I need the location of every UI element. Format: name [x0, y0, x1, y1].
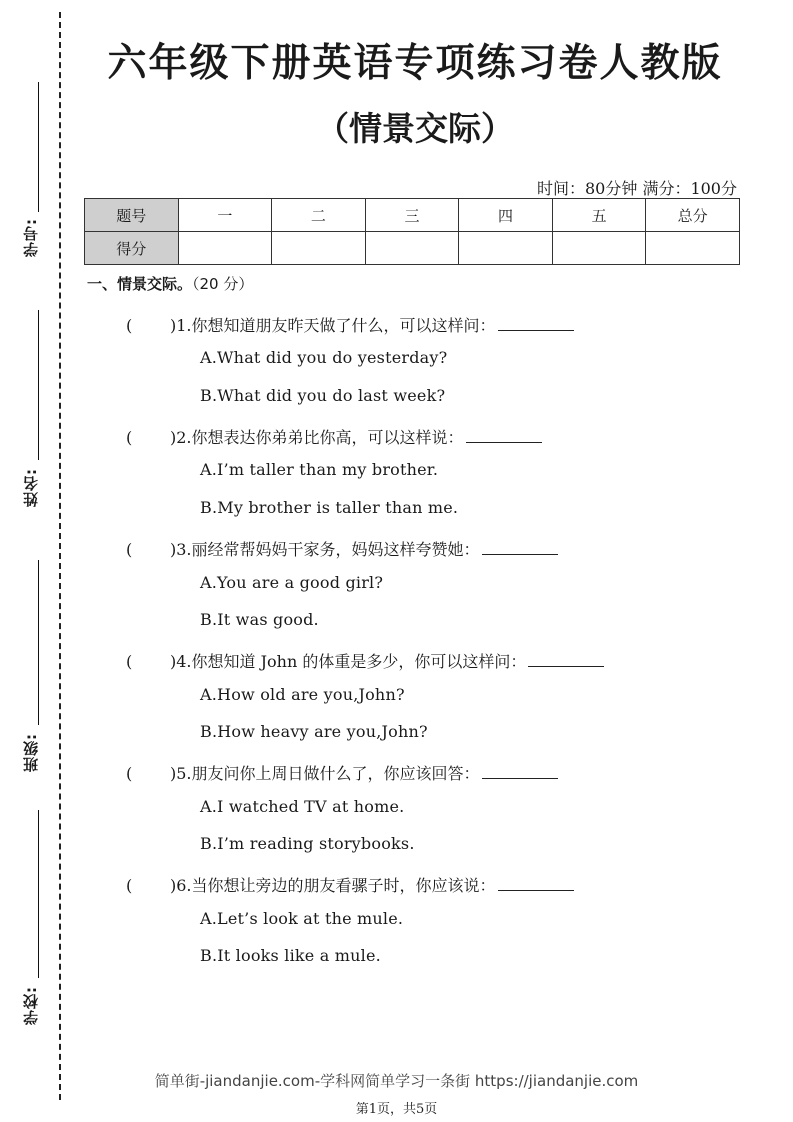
score-table-cell: 题号: [85, 199, 179, 232]
option-b: B.It looks like a mule.: [200, 946, 381, 965]
class-label: 班级:: [22, 733, 40, 772]
score-input-cell[interactable]: [459, 232, 553, 265]
answer-blank[interactable]: [498, 316, 574, 331]
name-label: 姓名:: [22, 468, 40, 507]
answer-paren[interactable]: (: [126, 540, 133, 559]
option-a: A.How old are you,John?: [200, 685, 405, 704]
section-title: [87, 273, 253, 294]
question-1: [126, 313, 574, 336]
score-table-cell: 三: [365, 199, 459, 232]
option-a: A.What did you do yesterday?: [200, 348, 448, 367]
option-a: A.I’m taller than my brother.: [200, 460, 439, 479]
question-text: )1.你想知道朋友昨天做了什么，可以这样问：: [170, 316, 496, 335]
answer-blank[interactable]: [482, 540, 558, 555]
time-and-score-info: 时间：80分钟 满分：100分: [537, 179, 737, 198]
name-line: [38, 310, 39, 460]
score-table-cell: 一: [178, 199, 272, 232]
option-b: B.What did you do last week?: [200, 386, 446, 405]
score-table-header-row: [85, 199, 740, 232]
score-table: [84, 198, 740, 265]
answer-paren[interactable]: (: [126, 316, 133, 335]
question-text: )2.你想表达你弟弟比你高，可以这样说：: [170, 428, 464, 447]
score-table-cell: 二: [272, 199, 366, 232]
school-line: [38, 810, 39, 978]
school-label: 学校:: [22, 986, 40, 1025]
score-table-cell: 得分: [85, 232, 179, 265]
option-b: B.My brother is taller than me.: [200, 498, 459, 517]
question-5: [126, 761, 558, 784]
score-input-cell[interactable]: [272, 232, 366, 265]
answer-paren[interactable]: (: [126, 764, 133, 783]
option-b: B.I’m reading storybooks.: [200, 834, 415, 853]
answer-paren[interactable]: (: [126, 428, 133, 447]
answer-blank[interactable]: [528, 652, 604, 667]
option-b: B.It was good.: [200, 610, 319, 629]
answer-paren[interactable]: (: [126, 652, 133, 671]
question-2: [126, 425, 542, 448]
score-input-cell[interactable]: [646, 232, 740, 265]
question-text: )3.丽经常帮妈妈干家务，妈妈这样夸赞她：: [170, 540, 480, 559]
answer-blank[interactable]: [466, 428, 542, 443]
question-6: [126, 873, 574, 896]
question-text: )4.你想知道 John 的体重是多少，你可以这样问：: [170, 652, 527, 671]
page-number: 第1页，共5页: [355, 1102, 438, 1117]
section-title-text: 一、情景交际。: [87, 275, 193, 293]
option-b: B.How heavy are you,John?: [200, 722, 428, 741]
score-input-cell[interactable]: [552, 232, 646, 265]
student-id-line: [38, 82, 39, 212]
question-text: )5.朋友问你上周日做什么了，你应该回答：: [170, 764, 480, 783]
score-input-cell[interactable]: [178, 232, 272, 265]
score-table-score-row: [85, 232, 740, 265]
answer-blank[interactable]: [498, 876, 574, 891]
option-a: A.You are a good girl?: [200, 573, 384, 592]
class-line: [38, 560, 39, 725]
question-4: [126, 649, 604, 672]
score-table-cell: 总分: [646, 199, 740, 232]
page-subtitle: （情景交际）: [316, 109, 514, 148]
question-3: [126, 537, 558, 560]
score-input-cell[interactable]: [365, 232, 459, 265]
student-id-label: 学号:: [22, 218, 40, 257]
binding-dashed-line: [59, 12, 61, 1100]
page-title: 六年级下册英语专项练习卷人教版: [107, 40, 723, 86]
question-text: )6.当你想让旁边的朋友看骡子时，你应该说：: [170, 876, 496, 895]
option-a: A.Let’s look at the mule.: [200, 909, 404, 928]
answer-paren[interactable]: (: [126, 876, 133, 895]
score-table-cell: 四: [459, 199, 553, 232]
footer-site-text: 简单街-jiandanjie.com-学科网简单学习一条街 https://jiandanjie.com: [154, 1072, 639, 1090]
option-a: A.I watched TV at home.: [200, 797, 405, 816]
answer-blank[interactable]: [482, 764, 558, 779]
section-points: （20 分）: [192, 275, 254, 293]
score-table-cell: 五: [552, 199, 646, 232]
